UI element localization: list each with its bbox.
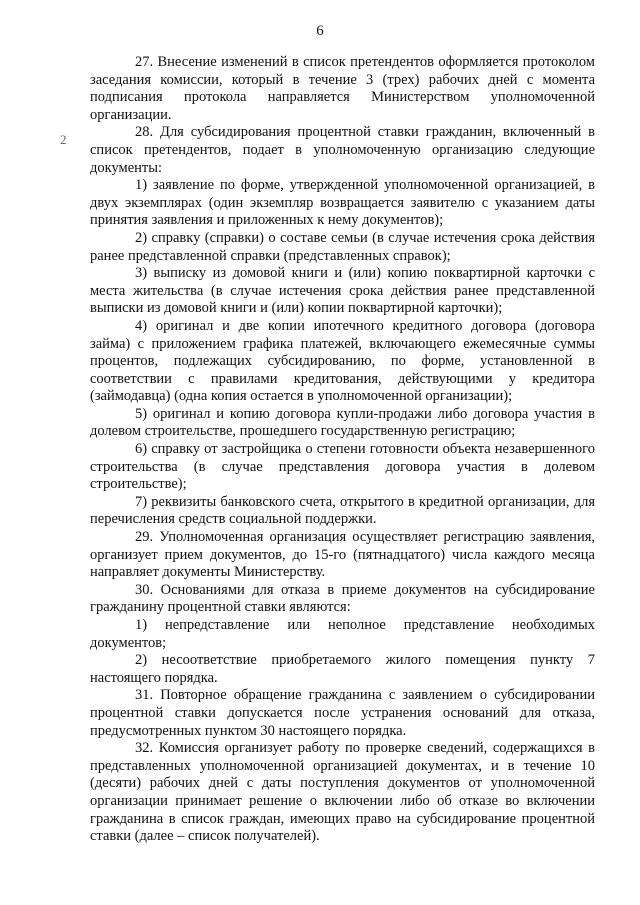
paragraph-28-item-2: 2) справку (справки) о составе семьи (в случае истечения срока действия ранее представленной справки (представленных справок);: [90, 229, 595, 264]
margin-mark: 2: [60, 132, 67, 147]
paragraph-28-item-7: 7) реквизиты банковского счета, открытого в кредитной организации, для перечисления средств социальной поддержки.: [90, 493, 595, 528]
paragraph-28-item-3: 3) выписку из домовой книги и (или) копию поквартирной карточки с места жительства (в случае истечения срока действия ранее представленной выписки из домовой книги и (или) копии поквартирной карточки);: [90, 265, 595, 317]
page-number: 6: [316, 23, 324, 39]
paragraph-31: 31. Повторное обращение гражданина с заявлением о субсидировании процентной ставки допускается после устранения оснований для отказа, предусмотренных пунктом 30 настоящего порядка.: [90, 687, 595, 739]
paragraph-30-item-1: 1) непредставление или неполное представление необходимых документов;: [90, 617, 595, 651]
paragraph-28-item-1: 1) заявление по форме, утвержденной уполномоченной организацией, в двух экземплярах (один экземпляр возвращается заявителю с указанием даты принятия заявления и приложенных к нему документов);: [90, 177, 595, 229]
paragraph-27: 27. Внесение изменений в список претендентов оформляется протоколом заседания комиссии, который в течение 3 (трех) рабочих дней с момента подписания протокола направляется Министерством уполномоченной организации.: [90, 54, 595, 123]
paragraph-28: 28. Для субсидирования процентной ставки гражданин, включенный в список претендентов, подает в уполномоченную организацию следующие документы:: [90, 124, 595, 176]
paragraph-28-item-6: 6) справку от застройщика о степени готовности объекта незавершенного строительства (в случае представления договора участия в долевом строительстве);: [90, 441, 595, 493]
paragraph-32: 32. Комиссия организует работу по проверке сведений, содержащихся в представленных уполномоченной организацией документах, и в течение 10 (десяти) рабочих дней с даты поступления документов от уполномоченной организации принимает решение о включении либо об отказе во включении гражданина в список граждан, имеющих право на субсидирование процентной ставки (далее – список получателей).: [90, 740, 595, 845]
document-body: [90, 54, 595, 846]
paragraph-28-item-4: 4) оригинал и две копии ипотечного кредитного договора (договора займа) с приложением графика платежей, включающего ежемесячные суммы процентов, подлежащих субсидированию, по форме, установленной в соответствии с правилами кредитования, действующими у кредитора (займодавца) (одна копия остается в уполномоченной организации);: [90, 317, 595, 405]
paragraph-30: 30. Основаниями для отказа в приеме документов на субсидирование гражданину процентной ставки являются:: [90, 581, 595, 616]
paragraph-28-item-5: 5) оригинал и копию договора купли-продажи либо договора участия в долевом строительстве, прошедшего государственную регистрацию;: [90, 405, 595, 440]
paragraph-30-item-2: 2) несоответствие приобретаемого жилого помещения пункту 7 настоящего порядка.: [90, 652, 595, 686]
paragraph-29: 29. Уполномоченная организация осуществляет регистрацию заявления, организует прием документов, до 15-го (пятнадцатого) числа каждого месяца направляет документы Министерству.: [90, 529, 595, 581]
